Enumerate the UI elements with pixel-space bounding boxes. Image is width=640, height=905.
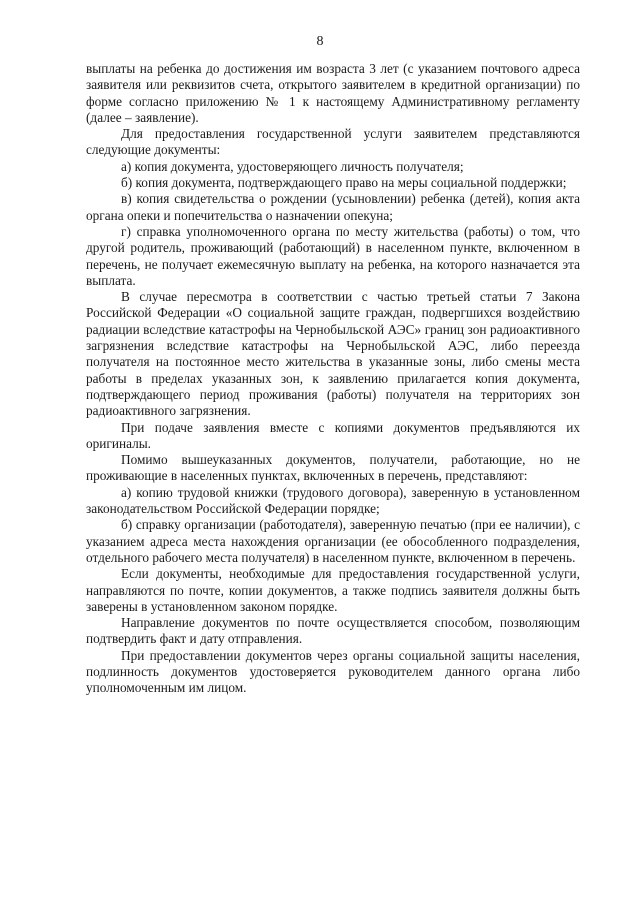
paragraph-originals: При подаче заявления вместе с копиями документов предъявляются их оригиналы.: [86, 419, 580, 451]
paragraph-documents-intro: Для предоставления государственной услуги заявителем представляются следующие документы:: [86, 126, 580, 158]
list-item-g: г) справка уполномоченного органа по месту жительства (работы) о том, что другой родитель, проживающий (работающий) в населенном пункте, включенном в перечень, не получает ежемесячную выплату на ребенка, на которого назначается эта выплата.: [86, 223, 580, 288]
paragraph-continuation: выплаты на ребенка до достижения им возраста 3 лет (с указанием почтового адреса заявителя или реквизитов счета, открытого заявителем в кредитной организации) по форме согласно приложению № 1 к настоящему Административному регламенту (далее – заявление).: [86, 61, 580, 125]
list-item-a-employment: а) копию трудовой книжки (трудового договора), заверенную в установленном законодательством Российской Федерации порядке;: [86, 484, 580, 517]
page-number: 8: [316, 34, 324, 49]
list-item-v: в) копия свидетельства о рождении (усыновлении) ребенка (детей), копия акта органа опеки и попечительства о назначении опекуна;: [86, 191, 580, 223]
paragraph-postal-method: Направление документов по почте осуществляется способом, позволяющим подтвердить факт и дату отправления.: [86, 615, 580, 647]
list-item-b-employer-certificate: б) справку организации (работодателя), заверенную печатью (при ее наличии), с указанием адреса места нахождения организации (ее обособленного подразделения, отдельного рабочего места получателя) в населенном пункте, включенном в перечень.: [86, 517, 580, 565]
list-item-a: а) копия документа, удостоверяющего личность получателя;: [121, 158, 464, 174]
list-item-b: б) копия документа, подтверждающего право на меры социальной поддержки;: [121, 175, 567, 191]
paragraph-non-residents: Помимо вышеуказанных документов, получатели, работающие, но не проживающие в населенных пунктах, включенных в перечень, представляют:: [86, 452, 580, 484]
paragraph-social-protection: При предоставлении документов через органы социальной защиты населения, подлинность документов удостоверяется руководителем данного органа либо уполномоченным им лицом.: [86, 647, 580, 696]
paragraph-postal: Если документы, необходимые для предоставления государственной услуги, направляются по почте, копии документов, а также подпись заявителя должны быть заверены в установленном законом порядке.: [86, 566, 580, 614]
document-body: [86, 61, 580, 697]
paragraph-revision: В случае пересмотра в соответствии с частью третьей статьи 7 Закона Российской Федерации «О социальной защите граждан, подвергшихся воздействию радиации вследствие катастрофы на Чернобыльской АЭС» границ зон радиоактивного загрязнения вследствие катастрофы на Чернобыльской АЭС, либо переезда получателя на постоянное место жительства в указанные зоны, либо смены места работы в пределах указанных зон, к заявлению прилагается копия документа, подтверждающего период проживания (работы) получателя на территориях зон радиоактивного загрязнения.: [86, 289, 580, 419]
